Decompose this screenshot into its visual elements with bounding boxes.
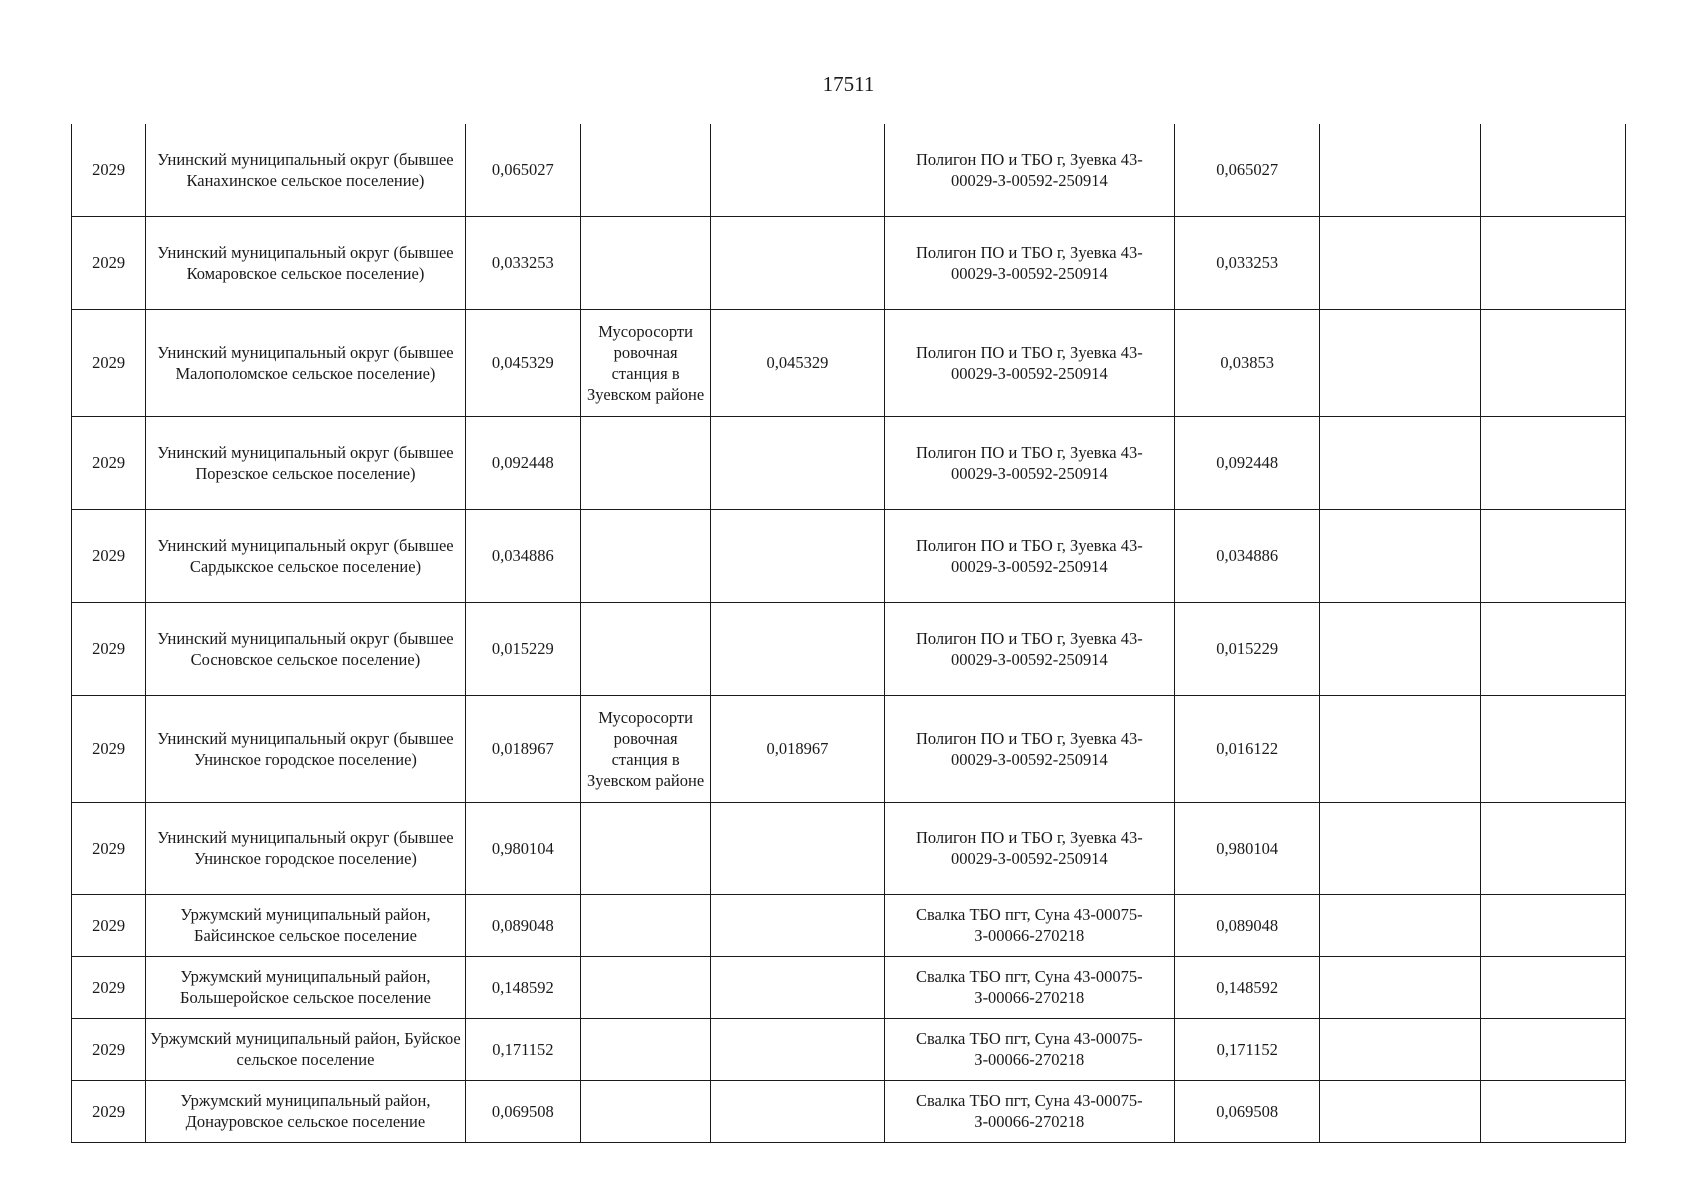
empty-cell xyxy=(1480,1080,1625,1142)
page-number: 17511 xyxy=(822,72,875,96)
empty-cell xyxy=(1480,509,1625,602)
disposal-volume-cell: 0,016122 xyxy=(1175,695,1320,802)
empty-cell xyxy=(1480,894,1625,956)
sorting-station-cell xyxy=(580,1018,710,1080)
table-row xyxy=(72,602,1626,695)
empty-cell xyxy=(1480,695,1625,802)
year-cell: 2029 xyxy=(72,602,146,695)
sorting-station-cell: Мусоросорти ровочная станция в Зуевском районе xyxy=(580,309,710,416)
year-cell: 2029 xyxy=(72,894,146,956)
disposal-volume-cell: 0,03853 xyxy=(1175,309,1320,416)
empty-cell xyxy=(1320,894,1480,956)
volume-cell: 0,148592 xyxy=(465,956,580,1018)
empty-cell xyxy=(1480,1018,1625,1080)
sorting-station-volume-cell xyxy=(711,216,884,309)
sorting-station-cell xyxy=(580,124,710,216)
disposal-volume-cell: 0,015229 xyxy=(1175,602,1320,695)
disposal-object-cell xyxy=(884,956,1175,1018)
disposal-object-cell xyxy=(884,695,1175,802)
municipality-cell: Унинский муниципальный округ (бывшее Унинское городское поселение) xyxy=(146,695,466,802)
empty-cell xyxy=(1320,602,1480,695)
empty-cell xyxy=(1320,1080,1480,1142)
year-cell: 2029 xyxy=(72,509,146,602)
year-cell: 2029 xyxy=(72,416,146,509)
year-cell: 2029 xyxy=(72,956,146,1018)
municipality-cell: Унинский муниципальный округ (бывшее Малополомское сельское поселение) xyxy=(146,309,466,416)
sorting-station-volume-cell: 0,045329 xyxy=(711,309,884,416)
disposal-object-cell xyxy=(884,416,1175,509)
table-row xyxy=(72,802,1626,894)
disposal-object-text: Свалка ТБО пгт, Суна 43-00075-З-00066-270218 xyxy=(915,967,1143,1007)
empty-cell xyxy=(1480,416,1625,509)
disposal-object-text: Свалка ТБО пгт, Суна 43-00075-З-00066-270218 xyxy=(915,1029,1143,1069)
sorting-station-volume-cell xyxy=(711,416,884,509)
sorting-station-cell xyxy=(580,509,710,602)
municipality-cell: Уржумский муниципальный район, Байсинское сельское поселение xyxy=(146,894,466,956)
sorting-station-volume-cell xyxy=(711,1018,884,1080)
table-row xyxy=(72,1080,1626,1142)
disposal-volume-cell: 0,092448 xyxy=(1175,416,1320,509)
empty-cell xyxy=(1320,956,1480,1018)
sorting-station-cell xyxy=(580,1080,710,1142)
municipality-cell: Уржумский муниципальный район, Донауровское сельское поселение xyxy=(146,1080,466,1142)
municipality-cell: Уржумский муниципальный район, Буйское сельское поселение xyxy=(146,1018,466,1080)
empty-cell xyxy=(1320,695,1480,802)
disposal-object-text: Полигон ПО и ТБО г, Зуевка 43-00029-З-00592-250914 xyxy=(915,828,1143,868)
sorting-station-volume-cell xyxy=(711,602,884,695)
municipality-cell: Унинский муниципальный округ (бывшее Сардыкское сельское поселение) xyxy=(146,509,466,602)
empty-cell xyxy=(1320,802,1480,894)
year-cell: 2029 xyxy=(72,124,146,216)
disposal-object-text: Полигон ПО и ТБО г, Зуевка 43-00029-З-00592-250914 xyxy=(915,535,1143,576)
disposal-object-text: Полигон ПО и ТБО г, Зуевка 43-00029-З-00592-250914 xyxy=(915,728,1143,769)
volume-cell: 0,033253 xyxy=(465,216,580,309)
disposal-object-text: Свалка ТБО пгт, Суна 43-00075-З-00066-270218 xyxy=(915,905,1143,945)
table-row xyxy=(72,416,1626,509)
volume-cell: 0,045329 xyxy=(465,309,580,416)
disposal-volume-cell: 0,033253 xyxy=(1175,216,1320,309)
disposal-volume-cell: 0,034886 xyxy=(1175,509,1320,602)
empty-cell xyxy=(1320,416,1480,509)
disposal-object-cell xyxy=(884,602,1175,695)
empty-cell xyxy=(1480,124,1625,216)
disposal-object-text: Полигон ПО и ТБО г, Зуевка 43-00029-З-00592-250914 xyxy=(915,442,1143,483)
table-row xyxy=(72,216,1626,309)
year-cell: 2029 xyxy=(72,309,146,416)
empty-cell xyxy=(1320,1018,1480,1080)
disposal-object-text: Полигон ПО и ТБО г, Зуевка 43-00029-З-00592-250914 xyxy=(915,149,1143,190)
table-row xyxy=(72,956,1626,1018)
municipality-cell: Унинский муниципальный округ (бывшее Канахинское сельское поселение) xyxy=(146,124,466,216)
empty-cell xyxy=(1480,309,1625,416)
sorting-station-cell xyxy=(580,802,710,894)
volume-cell: 0,092448 xyxy=(465,416,580,509)
table-row xyxy=(72,309,1626,416)
municipality-cell: Унинский муниципальный округ (бывшее Сосновское сельское поселение) xyxy=(146,602,466,695)
disposal-volume-cell: 0,065027 xyxy=(1175,124,1320,216)
sorting-station-cell xyxy=(580,894,710,956)
disposal-object-cell xyxy=(884,802,1175,894)
table-row xyxy=(72,509,1626,602)
disposal-volume-cell: 0,171152 xyxy=(1175,1018,1320,1080)
empty-cell xyxy=(1320,216,1480,309)
volume-cell: 0,069508 xyxy=(465,1080,580,1142)
disposal-object-cell xyxy=(884,124,1175,216)
disposal-object-text: Свалка ТБО пгт, Суна 43-00075-З-00066-270218 xyxy=(915,1091,1143,1131)
sorting-station-cell xyxy=(580,416,710,509)
sorting-station-volume-cell: 0,018967 xyxy=(711,695,884,802)
sorting-station-volume-cell xyxy=(711,509,884,602)
sorting-station-cell xyxy=(580,602,710,695)
sorting-station-volume-cell xyxy=(711,894,884,956)
disposal-object-text: Полигон ПО и ТБО г, Зуевка 43-00029-З-00592-250914 xyxy=(915,242,1143,283)
sorting-station-volume-cell xyxy=(711,802,884,894)
table-row xyxy=(72,695,1626,802)
table-row xyxy=(72,124,1626,216)
disposal-object-text: Полигон ПО и ТБО г, Зуевка 43-00029-З-00592-250914 xyxy=(915,342,1143,383)
municipality-cell: Уржумский муниципальный район, Большеройское сельское поселение xyxy=(146,956,466,1018)
disposal-volume-cell: 0,980104 xyxy=(1175,802,1320,894)
year-cell: 2029 xyxy=(72,802,146,894)
sorting-station-volume-cell xyxy=(711,956,884,1018)
disposal-object-cell xyxy=(884,1018,1175,1080)
disposal-volume-cell: 0,148592 xyxy=(1175,956,1320,1018)
volume-cell: 0,034886 xyxy=(465,509,580,602)
disposal-object-cell xyxy=(884,509,1175,602)
disposal-object-cell xyxy=(884,894,1175,956)
sorting-station-cell: Мусоросорти ровочная станция в Зуевском районе xyxy=(580,695,710,802)
disposal-volume-cell: 0,089048 xyxy=(1175,894,1320,956)
empty-cell xyxy=(1480,216,1625,309)
volume-cell: 0,018967 xyxy=(465,695,580,802)
sorting-station-volume-cell xyxy=(711,124,884,216)
volume-cell: 0,065027 xyxy=(465,124,580,216)
waste-flow-table xyxy=(71,124,1626,1143)
empty-cell xyxy=(1320,509,1480,602)
volume-cell: 0,015229 xyxy=(465,602,580,695)
table-row xyxy=(72,894,1626,956)
empty-cell xyxy=(1480,802,1625,894)
year-cell: 2029 xyxy=(72,1080,146,1142)
disposal-object-text: Полигон ПО и ТБО г, Зуевка 43-00029-З-00592-250914 xyxy=(915,628,1143,669)
empty-cell xyxy=(1320,309,1480,416)
volume-cell: 0,089048 xyxy=(465,894,580,956)
empty-cell xyxy=(1480,956,1625,1018)
disposal-object-cell xyxy=(884,216,1175,309)
municipality-cell: Унинский муниципальный округ (бывшее Порезское сельское поселение) xyxy=(146,416,466,509)
year-cell: 2029 xyxy=(72,1018,146,1080)
disposal-object-cell xyxy=(884,309,1175,416)
empty-cell xyxy=(1320,124,1480,216)
sorting-station-cell xyxy=(580,956,710,1018)
sorting-station-cell xyxy=(580,216,710,309)
empty-cell xyxy=(1480,602,1625,695)
municipality-cell: Унинский муниципальный округ (бывшее Комаровское сельское поселение) xyxy=(146,216,466,309)
year-cell: 2029 xyxy=(72,216,146,309)
disposal-volume-cell: 0,069508 xyxy=(1175,1080,1320,1142)
disposal-object-cell xyxy=(884,1080,1175,1142)
sorting-station-volume-cell xyxy=(711,1080,884,1142)
volume-cell: 0,980104 xyxy=(465,802,580,894)
year-cell: 2029 xyxy=(72,695,146,802)
table-row xyxy=(72,1018,1626,1080)
table-body xyxy=(72,124,1626,1142)
municipality-cell: Унинский муниципальный округ (бывшее Унинское городское поселение) xyxy=(146,802,466,894)
volume-cell: 0,171152 xyxy=(465,1018,580,1080)
